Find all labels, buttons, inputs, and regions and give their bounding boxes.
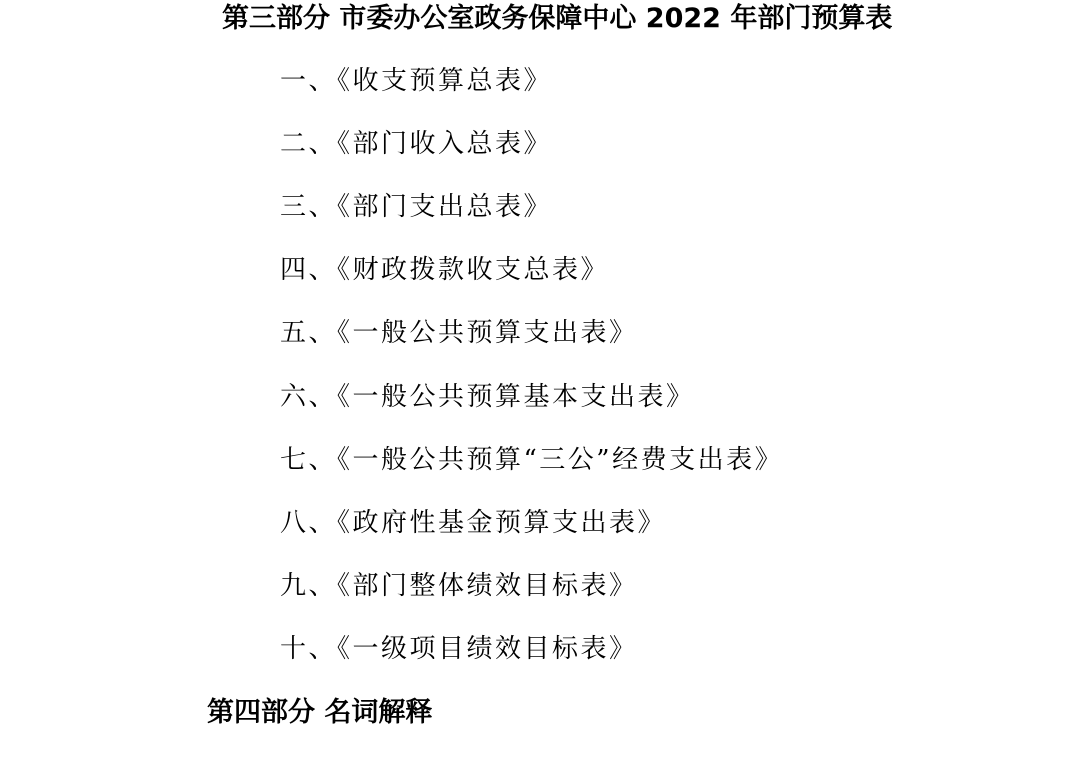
toc-item: 六、《一般公共预算基本支出表》 — [280, 382, 695, 412]
toc-item: 一、《收支预算总表》 — [280, 66, 553, 96]
toc-item: 二、《部门收入总表》 — [280, 129, 553, 159]
toc-item: 五、《一般公共预算支出表》 — [280, 318, 638, 348]
toc-item: 四、《财政拨款收支总表》 — [280, 255, 610, 285]
toc-item: 九、《部门整体绩效目标表》 — [280, 571, 638, 601]
section-4-title: 第四部分 名词解释 — [207, 697, 433, 728]
toc-item: 八、《政府性基金预算支出表》 — [280, 508, 667, 538]
section-3-title: 第三部分 市委办公室政务保障中心 2022 年部门预算表 — [222, 3, 893, 34]
toc-item: 七、《一般公共预算“三公”经费支出表》 — [280, 445, 784, 475]
toc-item: 十、《一级项目绩效目标表》 — [280, 634, 638, 664]
toc-item: 三、《部门支出总表》 — [280, 192, 553, 222]
